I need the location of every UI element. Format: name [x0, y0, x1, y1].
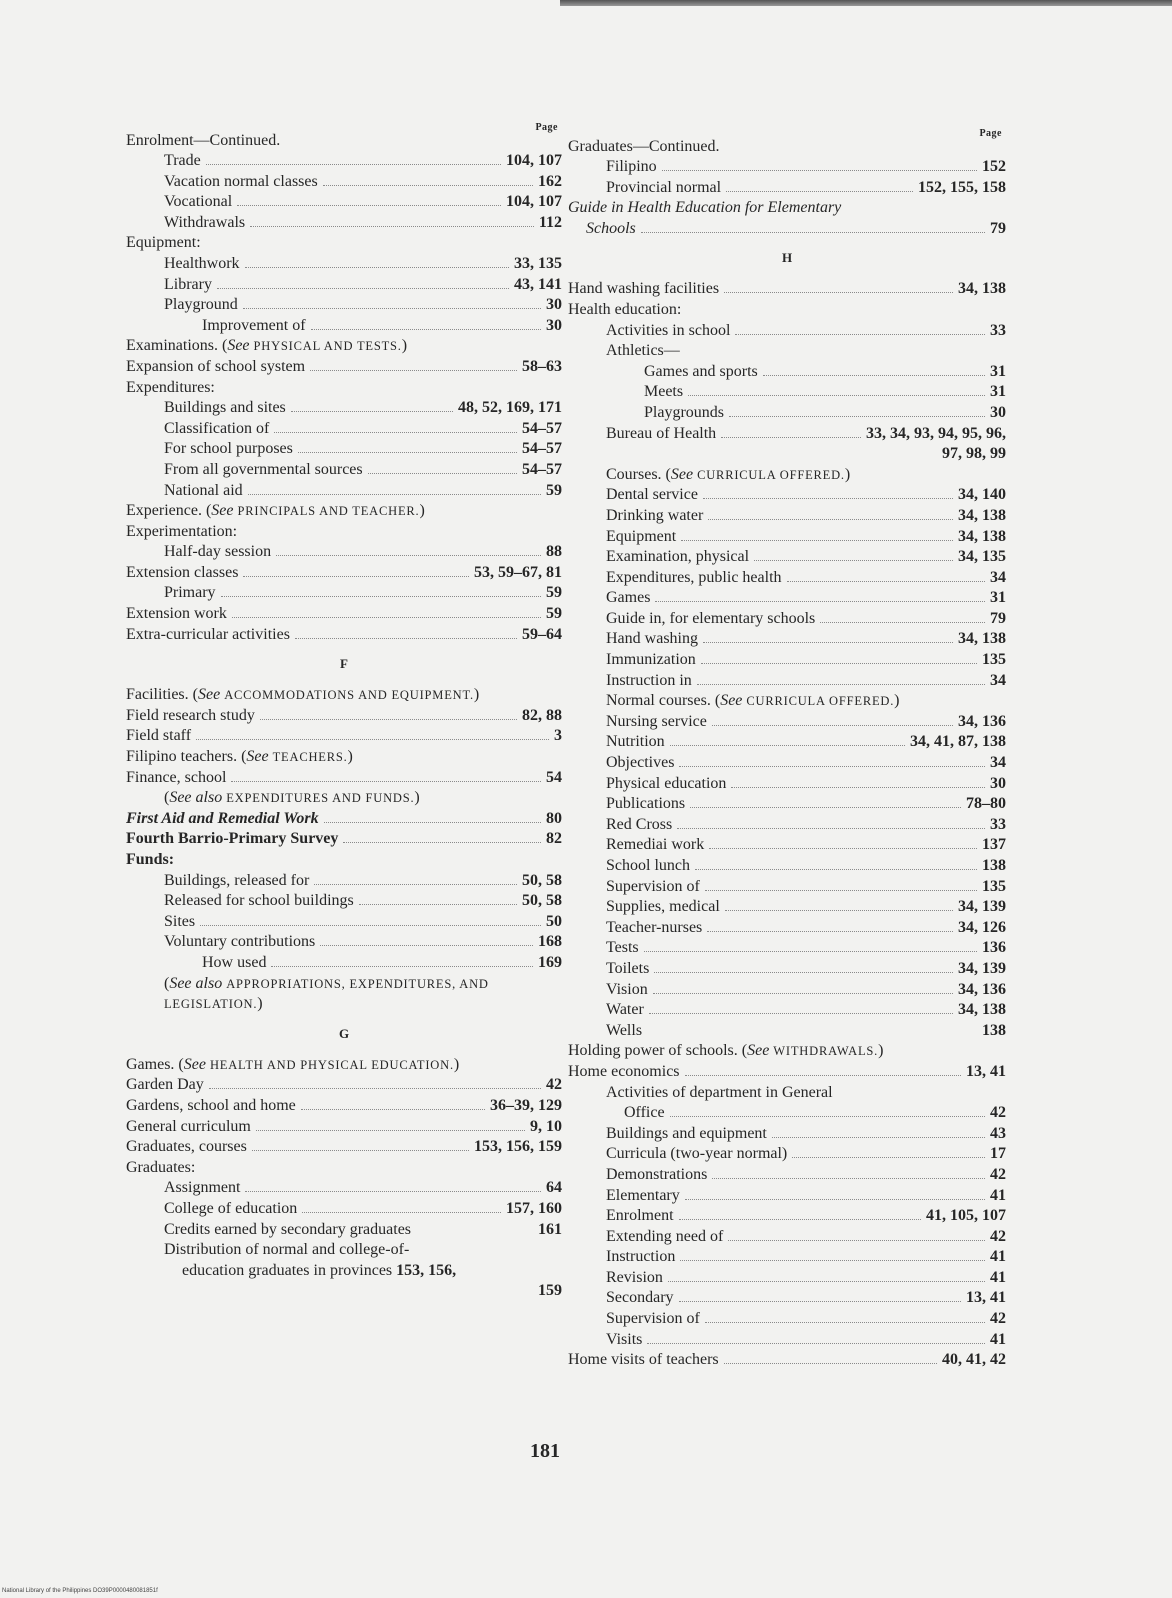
- index-entry: Hand washing facilities 34, 138: [568, 280, 1006, 298]
- index-entry: Equipment 34, 138: [606, 527, 1006, 545]
- index-entry: Secondary 13, 41: [606, 1289, 1006, 1307]
- index-entry: Filipino 152: [606, 158, 1006, 175]
- index-entry: Activities of department in General: [606, 1083, 833, 1101]
- page-number: 181: [530, 1440, 560, 1462]
- page-ref-continued: 159: [538, 1282, 562, 1300]
- index-entry: Physical education 30: [606, 774, 1006, 792]
- index-entry: Curricula (two-year normal) 17: [606, 1145, 1006, 1163]
- index-entry: Assignment 64: [164, 1179, 562, 1197]
- index-entry: Instruction 41: [606, 1248, 1006, 1266]
- cross-reference: Holding power of schools. (See WITHDRAWALS.): [568, 1042, 884, 1060]
- cross-reference: Games. (See HEALTH AND PHYSICAL EDUCATION.): [126, 1055, 460, 1073]
- index-entry: Activities in school 33: [606, 321, 1006, 339]
- index-entry: Home economics 13, 41: [568, 1062, 1006, 1080]
- index-entry: Half-day session 88: [164, 543, 562, 561]
- index-entry: College of education 157, 160: [164, 1199, 562, 1217]
- index-entry: Experimentation:: [126, 522, 238, 540]
- index-entry: Buildings and sites 48, 52, 169, 171: [164, 399, 562, 417]
- page-column-label: Page: [535, 122, 558, 133]
- index-entry: Water 34, 138: [606, 1001, 1006, 1019]
- index-entry: Provincial normal 152, 155, 158: [606, 178, 1006, 196]
- page-ref-continued: 97, 98, 99: [942, 445, 1006, 463]
- index-entry: education graduates in provinces 153, 156,: [182, 1261, 457, 1279]
- index-entry: Buildings, released for 50, 58: [164, 871, 562, 889]
- index-entry: Athletics—: [606, 342, 680, 360]
- index-entry: Classification of 54–57: [164, 419, 562, 437]
- index-entry: Equipment:: [126, 234, 201, 252]
- index-entry: Nursing service 34, 136: [606, 712, 1006, 730]
- index-entry: Sites 50: [164, 912, 562, 930]
- index-entry: Guide in Health Education for Elementary: [568, 199, 842, 217]
- index-entry: School lunch 138: [606, 857, 1006, 874]
- index-entry: Graduates:: [126, 1158, 196, 1176]
- index-entry: Graduates, courses 153, 156, 159: [126, 1138, 562, 1156]
- index-entry: First Aid and Remedial Work 80: [126, 809, 562, 827]
- index-entry: Home visits of teachers 40, 41, 42: [568, 1351, 1006, 1369]
- section-letter-g: G: [338, 1025, 350, 1041]
- index-entry: Playground 30: [164, 296, 562, 314]
- page-column-label: Page: [979, 128, 1002, 139]
- cross-reference: Examinations. (See PHYSICAL AND TESTS.): [126, 337, 408, 355]
- index-entry: How used 169: [202, 953, 562, 971]
- index-entry: Hand washing 34, 138: [606, 630, 1006, 648]
- section-heading: Enrolment—Continued.: [126, 132, 281, 149]
- index-entry: Objectives 34: [606, 754, 1006, 772]
- index-entry: Gardens, school and home 36–39, 129: [126, 1096, 562, 1114]
- index-column-right: [568, 128, 1006, 1371]
- index-entry: Games 31: [606, 589, 1006, 607]
- index-entry: Distribution of normal and college-of-: [164, 1241, 410, 1259]
- index-entry: Playgrounds 30: [644, 403, 1006, 421]
- index-entry: Revision 41: [606, 1268, 1006, 1286]
- index-entry: Healthwork 33, 135: [164, 254, 562, 272]
- index-entry: Supervision of 135: [606, 877, 1006, 895]
- index-entry: Elementary 41: [606, 1186, 1006, 1204]
- index-entry: Wells 138: [606, 1021, 1006, 1039]
- index-entry: Instruction in 34: [606, 671, 1006, 689]
- index-entry: Extra-curricular activities 59–64: [126, 625, 562, 643]
- index-entry: Extending need of 42: [606, 1227, 1006, 1245]
- index-entry: Enrolment 41, 105, 107: [606, 1207, 1006, 1225]
- index-entry: Expansion of school system 58–63: [126, 357, 562, 375]
- index-entry: Voluntary contributions 168: [164, 933, 562, 951]
- index-entry: Vision 34, 136: [606, 980, 1006, 998]
- archive-footer: National Library of the Philippines DO39P0000480081851f: [2, 1588, 158, 1594]
- index-entry: Red Cross 33: [606, 815, 1006, 833]
- index-entry: Expenditures, public health 34: [606, 568, 1006, 586]
- cross-reference: Filipino teachers. (See TEACHERS.): [126, 748, 353, 766]
- index-entry: Trade 104, 107: [164, 152, 562, 169]
- index-entry: Improvement of 30: [202, 316, 562, 334]
- cross-reference: Facilities. (See ACCOMMODATIONS AND EQUIPMENT.): [126, 686, 480, 704]
- section-heading: Graduates—Continued.: [568, 138, 720, 155]
- index-entry: Schools 79: [586, 219, 1006, 237]
- index-entry: Field research study 82, 88: [126, 706, 562, 724]
- index-entry: Nutrition 34, 41, 87, 138: [606, 733, 1006, 751]
- cross-reference: Normal courses. (See CURRICULA OFFERED.): [606, 692, 900, 710]
- index-entry: For school purposes 54–57: [164, 440, 562, 458]
- index-entry: Fourth Barrio-Primary Survey 82: [126, 830, 562, 848]
- section-letter-f: F: [340, 656, 348, 672]
- index-entry: Released for school buildings 50, 58: [164, 892, 562, 910]
- index-entry: Toilets 34, 139: [606, 959, 1006, 977]
- index-entry: Dental service 34, 140: [606, 486, 1006, 504]
- index-entry: Buildings and equipment 43: [606, 1124, 1006, 1142]
- index-entry: Tests 136: [606, 939, 1006, 957]
- index-entry: Publications 78–80: [606, 795, 1006, 813]
- index-entry: Vocational 104, 107: [164, 193, 562, 211]
- index-entry: Withdrawals 112: [164, 213, 562, 231]
- index-entry: Drinking water 34, 138: [606, 506, 1006, 524]
- index-entry: Visits 41: [606, 1330, 1006, 1348]
- section-letter-h: H: [781, 250, 793, 266]
- index-entry: Credits earned by secondary graduates 161: [164, 1220, 562, 1238]
- index-entry: Guide in, for elementary schools 79: [606, 609, 1006, 627]
- index-entry: Games and sports 31: [644, 362, 1006, 380]
- index-entry: Supplies, medical 34, 139: [606, 898, 1006, 916]
- index-entry: Examination, physical 34, 135: [606, 548, 1006, 566]
- index-entry: Remediai work 137: [606, 836, 1006, 854]
- cross-reference: Experience. (See PRINCIPALS AND TEACHER.): [126, 502, 425, 520]
- index-entry: Funds:: [126, 851, 175, 868]
- index-entry: Teacher-nurses 34, 126: [606, 918, 1006, 936]
- index-entry: Extension classes 53, 59–67, 81: [126, 563, 562, 581]
- cross-reference: (See also APPROPRIATIONS, EXPENDITURES, AND LEGISLATION.): [164, 974, 489, 1013]
- scan-edge: [560, 0, 1172, 6]
- index-entry: Bureau of Health 33, 34, 93, 94, 95, 96,: [606, 424, 1006, 442]
- index-entry: National aid 59: [164, 481, 562, 499]
- index-entry: Demonstrations 42: [606, 1165, 1006, 1183]
- index-entry: Meets 31: [644, 383, 1006, 401]
- index-column-left: [126, 122, 562, 1302]
- index-entry: Finance, school 54: [126, 768, 562, 786]
- index-entry: General curriculum 9, 10: [126, 1117, 562, 1135]
- index-entry: From all governmental sources 54–57: [164, 460, 562, 478]
- index-entry: Vacation normal classes 162: [164, 172, 562, 190]
- index-entry: Health education:: [568, 300, 682, 318]
- index-entry: Supervision of 42: [606, 1310, 1006, 1328]
- index-entry: Expenditures:: [126, 378, 215, 396]
- index-entry: Garden Day 42: [126, 1076, 562, 1094]
- index-entry: Extension work 59: [126, 605, 562, 623]
- index-entry: Immunization 135: [606, 651, 1006, 669]
- index-entry: Library 43, 141: [164, 275, 562, 293]
- cross-reference: (See also EXPENDITURES AND FUNDS.): [164, 789, 420, 807]
- index-entry: Field staff 3: [126, 727, 562, 745]
- cross-reference: Courses. (See CURRICULA OFFERED.): [606, 465, 851, 483]
- index-entry: Office 42: [624, 1104, 1006, 1122]
- index-entry: Primary 59: [164, 584, 562, 602]
